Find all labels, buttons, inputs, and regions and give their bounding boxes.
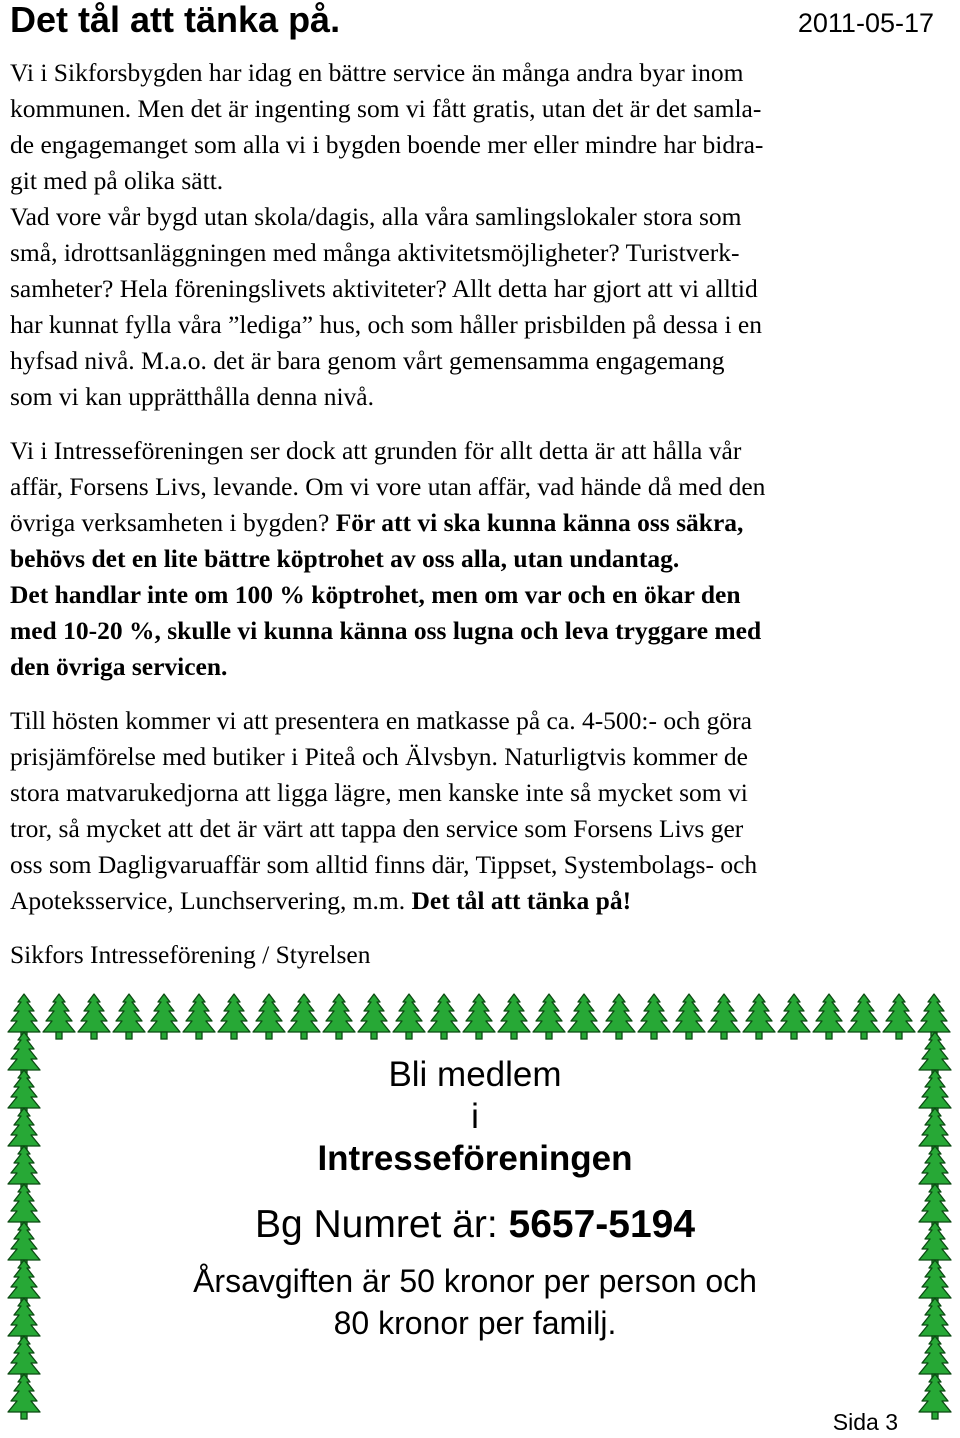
text-line: Till hösten kommer vi att presentera en matkasse på ca. 4-500:- och göra	[10, 706, 752, 735]
fir-tree-icon	[743, 994, 775, 1039]
bankgiro-label: Bg Numret är:	[254, 1203, 509, 1246]
membership-org: Intresseföreningen	[317, 1139, 633, 1178]
bankgiro-number: 5657-5194	[508, 1203, 696, 1246]
fir-tree-icon	[8, 1374, 40, 1419]
text-plain: Apoteksservice, Lunchservering, m.m.	[10, 886, 412, 915]
fir-tree-icon	[428, 994, 460, 1039]
text-line-bold: Det handlar inte om 100 % köptrohet, men om var och en ökar den	[10, 580, 741, 609]
fir-tree-icon	[218, 994, 250, 1039]
text-line: stora matvarukedjorna att ligga lägre, men kanske inte så mycket som vi	[10, 778, 748, 807]
text-plain: övriga verksamheten i bygden?	[10, 508, 336, 537]
fee-line-1: Årsavgiften är 50 kronor per person och	[193, 1263, 757, 1299]
text-line: har kunnat fylla våra ”lediga” hus, och som håller prisbilden på dessa i en	[10, 310, 763, 339]
fir-tree-icon	[78, 994, 110, 1039]
fir-tree-icon	[253, 994, 285, 1039]
page-title: Det tål att tänka på.	[10, 0, 341, 40]
fir-tree-icon	[638, 994, 670, 1039]
fir-tree-icon	[463, 994, 495, 1039]
fir-tree-icon	[568, 994, 600, 1039]
text-line: git med på olika sätt.	[10, 166, 224, 195]
text-bold: Det tål att tänka på!	[411, 886, 632, 915]
fir-tree-icon	[708, 994, 740, 1039]
text-line: tror, så mycket att det är värt att tappa den service som Forsens Livs ger	[10, 814, 744, 843]
text-line: samheter? Hela föreningslivets aktiviteter? Allt detta har gjort att vi alltid	[10, 274, 758, 303]
page-number: Sida 3	[832, 1409, 898, 1435]
fir-tree-icon	[113, 994, 145, 1039]
fir-tree-icon	[919, 1374, 951, 1419]
fir-tree-icon	[148, 994, 180, 1039]
text-line: de engagemanget som alla vi i bygden boende mer eller mindre har bidra-	[10, 130, 764, 159]
fir-tree-icon	[778, 994, 810, 1039]
fee-line-2: 80 kronor per familj.	[333, 1305, 617, 1341]
text-line-bold: den övriga servicen.	[10, 652, 228, 681]
bankgiro-line	[60, 1200, 890, 1250]
fir-tree-icon	[288, 994, 320, 1039]
fir-tree-icon	[813, 994, 845, 1039]
fir-tree-icon	[883, 994, 915, 1039]
fir-tree-icon	[393, 994, 425, 1039]
text-line: Vad vore vår bygd utan skola/dagis, alla våra samlingslokaler stora som	[10, 202, 742, 231]
text-line: hyfsad nivå. M.a.o. det är bara genom vårt gemensamma engagemang	[10, 346, 725, 375]
text-line: Vi i Sikforsbygden har idag en bättre service än många andra byar inom	[10, 58, 744, 87]
text-line-bold: behövs det en lite bättre köptrohet av oss alla, utan undantag.	[10, 544, 680, 573]
fir-tree-icon	[918, 994, 950, 1039]
text-bold: För att vi ska kunna känna oss säkra,	[335, 508, 744, 537]
text-line: kommunen. Men det är ingenting som vi fått gratis, utan det är det samla-	[10, 94, 762, 123]
fir-tree-icon	[183, 994, 215, 1039]
text-line: prisjämförelse med butiker i Piteå och Älvsbyn. Naturligtvis kommer de	[10, 742, 748, 771]
fir-tree-icon	[848, 994, 880, 1039]
membership-heading-i: i	[471, 1097, 479, 1136]
text-line: små, idrottsanläggningen med många aktivitetsmöjligheter? Turistverk-	[10, 238, 740, 267]
fir-tree-icon	[533, 994, 565, 1039]
fir-tree-icon	[323, 994, 355, 1039]
date: 2011-05-17	[797, 8, 934, 38]
signature-text: Sikfors Intresseförening / Styrelsen	[10, 940, 371, 969]
fir-tree-icon	[358, 994, 390, 1039]
text-line-bold: med 10-20 %, skulle vi kunna känna oss lugna och leva tryggare med	[10, 616, 762, 645]
text-line: oss som Dagligvaruaffär som alltid finns där, Tippset, Systembolags- och	[10, 850, 758, 879]
fir-tree-icon	[43, 994, 75, 1039]
fir-tree-icon	[673, 994, 705, 1039]
text-line: Vi i Intresseföreningen ser dock att grunden för allt detta är att hålla vår	[10, 436, 742, 465]
fir-tree-icon	[603, 994, 635, 1039]
text-line: affär, Forsens Livs, levande. Om vi vore utan affär, vad hände då med den	[10, 472, 766, 501]
text-line: som vi kan upprätthålla denna nivå.	[10, 382, 374, 411]
fir-tree-icon	[498, 994, 530, 1039]
membership-heading: Bli medlem	[388, 1055, 562, 1094]
